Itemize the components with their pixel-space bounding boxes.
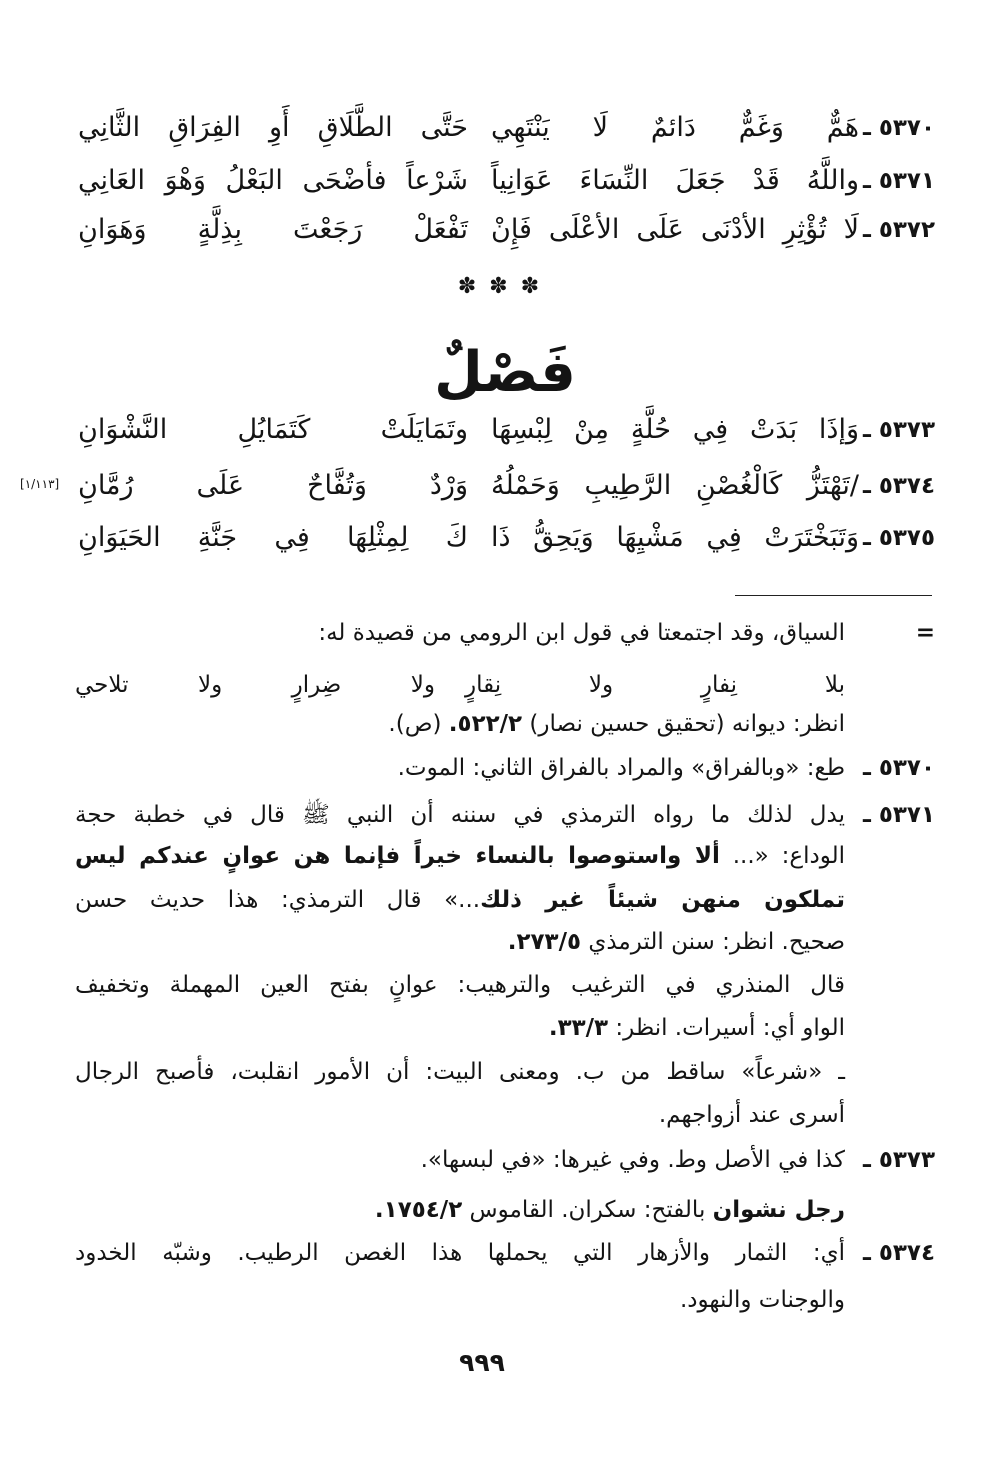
footnote-segment: صحيح. انظر: سنن الترمذي bbox=[581, 929, 845, 955]
footnote-text bbox=[75, 612, 845, 654]
verse-row bbox=[70, 105, 935, 151]
verse-row bbox=[70, 515, 935, 561]
manuscript-folio-marker: [١/١١٣] bbox=[20, 477, 60, 491]
verse-first-hemistich: لَا تُؤْثِرِ الأدْنَى عَلَى الأعْلَى فَإِنْ bbox=[491, 214, 859, 245]
footnote-text bbox=[75, 964, 845, 1006]
footnote-text bbox=[75, 835, 845, 877]
hadith-quote: تملكون منهن شيئاً غير ذلك bbox=[480, 887, 845, 913]
footnote-line bbox=[0, 1007, 1004, 1049]
footnote-line bbox=[0, 1139, 1004, 1181]
continuation-marker: = bbox=[915, 620, 935, 646]
footnote-text bbox=[75, 1051, 845, 1093]
verse-number: ٥٣٧٤ ـ bbox=[862, 473, 935, 499]
footnote-text bbox=[75, 747, 845, 789]
footnote-line bbox=[0, 612, 1004, 654]
footnote-line bbox=[0, 747, 1004, 789]
footnote-segment: الواو أي: أسيرات. انظر: bbox=[608, 1015, 845, 1041]
footnote-line bbox=[0, 794, 1004, 836]
verse-number: ٥٣٧٣ ـ bbox=[862, 417, 935, 443]
verse-second-hemistich: وتَمَايَلَتْ كَتَمَايُلِ النَّشْوَانِ bbox=[78, 414, 468, 445]
footnote-segment: والوجنات والنهود. bbox=[680, 1287, 845, 1313]
verse-second-hemistich: حَتَّى الطَّلَاقِ أَوِ الفِرَاقِ الثَّانِي bbox=[78, 112, 468, 143]
footnote-number: ٥٣٧٠ ـ bbox=[862, 755, 935, 781]
footnote-text bbox=[75, 1232, 845, 1274]
footnote-line bbox=[0, 1051, 1004, 1093]
section-heading: فَصْلٌ bbox=[434, 340, 576, 405]
footnote-line bbox=[0, 879, 1004, 921]
footnote-segment: ـ «شرعاً» ساقط من ب. ومعنى البيت: أن الأمور انقلبت، فأصبح الرجال bbox=[75, 1059, 845, 1085]
hadith-quote: ألا واستوصوا بالنساء خيراً فإنما هن عوانٍ عندكم ليس bbox=[75, 843, 720, 869]
footnote-segment: السياق، وقد اجتمعتا في قول ابن الرومي من قصيدة له: bbox=[318, 620, 845, 646]
verse-row bbox=[70, 463, 935, 509]
verse-first-hemistich: وَتَبَخْتَرَتْ فِي مَشْيِهَا وَيَحِقُّ ذَا bbox=[491, 522, 859, 553]
footnote-text bbox=[75, 1189, 845, 1231]
quoted-verse-second-hemistich: ولا ضِرارٍ ولا تلاحي bbox=[75, 672, 435, 698]
verse-number: ٥٣٧٢ ـ bbox=[862, 217, 935, 243]
footnote-segment: الوداع: «... bbox=[719, 843, 845, 869]
footnote-number: ٥٣٧١ ـ bbox=[862, 802, 935, 828]
footnote-quoted-verse bbox=[0, 664, 1004, 706]
footnote-line bbox=[0, 1279, 1004, 1321]
verse-second-hemistich: شَرْعاً فأضْحَى البَعْلُ وَهْوَ العَانِي bbox=[78, 165, 468, 196]
footnote-segment: يدل لذلك ما رواه الترمذي في سننه أن النبي ﷺ قال في خطبة حجة bbox=[75, 802, 845, 828]
section-divider-ornament: ✽ ✽ ✽ bbox=[457, 274, 543, 299]
footnote-segment: أسرى عند أزواجهم. bbox=[658, 1102, 845, 1128]
verse-number: ٥٣٧٠ ـ bbox=[862, 115, 935, 141]
verse-first-hemistich: /تَهْتَزُّ كَالْغُصْنِ الرَّطِيبِ وَحَمْلُهُ bbox=[491, 470, 859, 501]
footnote-segment: طع: «وبالفراق» والمراد بالفراق الثاني: الموت. bbox=[397, 755, 845, 781]
verse-second-hemistich: تَفْعَلْ رَجَعْتَ بِذِلَّةٍ وَهَوَانِ bbox=[78, 214, 468, 245]
footnote-text bbox=[75, 1007, 845, 1049]
verse-row bbox=[70, 407, 935, 453]
quoted-verse-first-hemistich: بلا نِفارٍ ولا نِقارٍ bbox=[465, 672, 845, 698]
footnote-reference: ٥٢٢/٢. bbox=[448, 711, 523, 737]
verse-first-hemistich: وَإذَا بَدَتْ فِي حُلَّةٍ مِنْ لِبْسِهَا bbox=[491, 414, 859, 445]
footnote-line bbox=[0, 1094, 1004, 1136]
footnote-line bbox=[0, 835, 1004, 877]
page-number: ٩٩٩ bbox=[459, 1348, 505, 1377]
verse-first-hemistich: هَمٌّ وَغَمٌّ دَائمٌ لَا يَنْتَهِي bbox=[491, 112, 859, 143]
footnote-text bbox=[75, 921, 845, 963]
footnote-line bbox=[0, 703, 1004, 745]
footnote-line bbox=[0, 1232, 1004, 1274]
footnote-segment: قال المنذري في الترغيب والترهيب: عوانٍ بفتح العين المهملة وتخفيف bbox=[75, 972, 845, 998]
verse-second-hemistich: كَ لِمِثْلِهَا فِي جَنَّةِ الحَيَوَانِ bbox=[78, 522, 468, 553]
footnote-text bbox=[75, 1139, 845, 1181]
footnote-text bbox=[75, 703, 845, 745]
footnote-text bbox=[75, 1094, 845, 1136]
footnote-line bbox=[0, 964, 1004, 1006]
footnote-line bbox=[0, 1189, 1004, 1231]
footnote-segment: أي: الثمار والأزهار التي يحملها هذا الغصن الرطيب. وشبّه الخدود bbox=[75, 1240, 845, 1266]
verse-number: ٥٣٧١ ـ bbox=[862, 168, 935, 194]
verse-number: ٥٣٧٥ ـ bbox=[862, 525, 935, 551]
footnote-segment: بالفتح: سكران. القاموس bbox=[462, 1197, 713, 1223]
verse-row bbox=[70, 207, 935, 253]
footnote-segment: كذا في الأصل وط. وفي غيرها: «في لبسها». bbox=[420, 1147, 845, 1173]
footnote-reference: ٢٧٣/٥. bbox=[507, 929, 582, 955]
footnote-segment: (ص). bbox=[388, 711, 449, 737]
defined-term: رجل نشوان bbox=[712, 1197, 845, 1223]
footnote-number: ٥٣٧٣ ـ bbox=[862, 1147, 935, 1173]
verse-second-hemistich: وَرْدٌ وَتُفَّاحٌ عَلَى رُمَّانِ bbox=[78, 470, 468, 501]
footnote-text bbox=[75, 1279, 845, 1321]
footnote-separator-rule bbox=[735, 595, 932, 596]
footnote-segment: ...» قال الترمذي: هذا حديث حسن bbox=[75, 887, 481, 913]
verse-row bbox=[70, 158, 935, 204]
footnote-number: ٥٣٧٤ ـ bbox=[862, 1240, 935, 1266]
footnote-text bbox=[75, 794, 845, 836]
footnote-line bbox=[0, 921, 1004, 963]
footnote-reference: ١٧٥٤/٢. bbox=[374, 1197, 463, 1223]
footnote-reference: ٣٣/٣. bbox=[548, 1015, 609, 1041]
footnote-segment: انظر: ديوانه (تحقيق حسين نصار) bbox=[522, 711, 845, 737]
verse-first-hemistich: واللَّهُ قَدْ جَعَلَ النِّسَاءَ عَوَانِياً bbox=[491, 165, 859, 196]
footnote-text bbox=[75, 879, 845, 921]
